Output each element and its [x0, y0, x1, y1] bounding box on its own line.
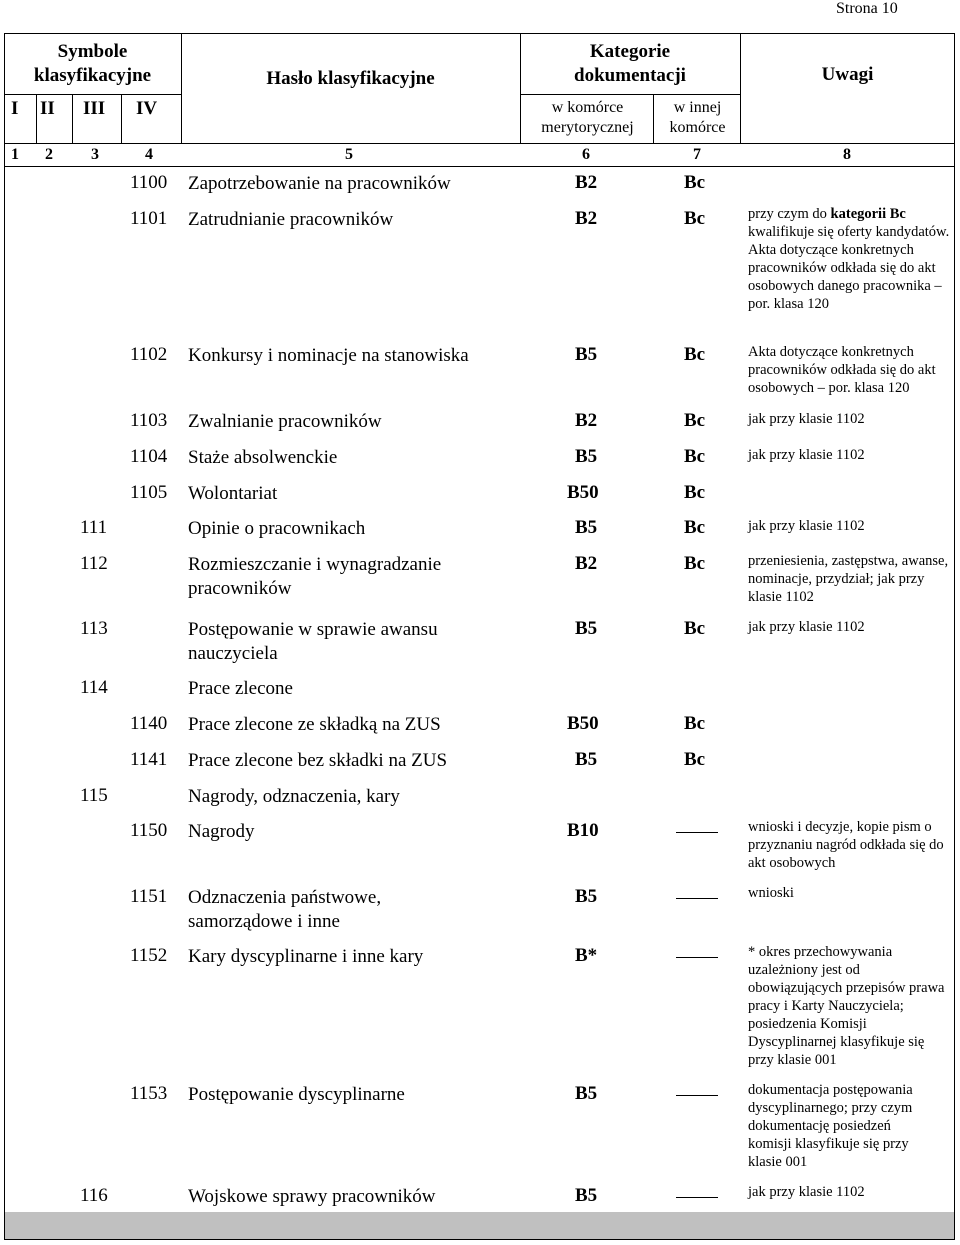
row-code: 1104: [130, 446, 168, 467]
row-cat-merit: B5: [575, 749, 598, 770]
row-code: 1151: [130, 886, 168, 907]
row-cat-merit: B2: [575, 553, 598, 574]
row-cat-other: Bc: [684, 618, 706, 639]
row-cat-merit: B5: [575, 1083, 598, 1104]
note-bold: kategorii Bc: [830, 206, 906, 222]
col-number-4: 4: [145, 146, 153, 163]
row-code: 1101: [130, 208, 168, 229]
row-title: Wolontariat: [188, 483, 278, 504]
row-title: Staże absolwenckie: [188, 447, 338, 468]
row-note: wnioski i decyzje, kopie pism o przyznaniu nagród odkłada się do akt osobowych: [748, 819, 944, 871]
roman-iv: IV: [136, 98, 158, 119]
note-text: przy czym do: [748, 206, 831, 222]
table-footer-bar: [5, 1212, 954, 1239]
row-cat-other: Bc: [684, 172, 706, 193]
row-note: jak przy klasie 1102: [748, 447, 865, 463]
row-cat-merit: B5: [575, 886, 598, 907]
col-divider: [653, 94, 654, 143]
row-cat-other: Bc: [684, 749, 706, 770]
row-title: Rozmieszczanie i wynagradzanie pracowników: [188, 554, 442, 599]
row-cat-other: Bc: [684, 713, 706, 734]
col-number-8: 8: [843, 146, 851, 163]
row-note: dokumentacja postępowania dyscyplinarnego; przy czym dokumentację posiedzeń komisji klasyfikuje się przy klasie 001: [748, 1082, 913, 1170]
colnum-bottom-line: [4, 166, 955, 167]
row-cat-other: Bc: [684, 344, 706, 365]
row-code: 1153: [130, 1083, 168, 1104]
row-cat-merit: B5: [575, 517, 598, 538]
note-text: kwalifikuje się oferty kandydatów. Akta dotyczące konkretnych pracowników odkłada się do akt osobowych danego pracownika – por. klasa 120: [748, 224, 950, 312]
row-title: Postępowanie w sprawie awansu nauczyciela: [188, 619, 438, 664]
row-code: 1141: [130, 749, 168, 770]
row-title: Opinie o pracownikach: [188, 518, 366, 539]
row-title: Zwalnianie pracowników: [188, 411, 382, 432]
header-cat-other: w innej komórce: [669, 99, 726, 136]
row-code: 1103: [130, 410, 168, 431]
row-cat-merit: B5: [575, 446, 598, 467]
page-number: Strona 10: [836, 0, 898, 17]
no-category-dash: [676, 898, 718, 899]
row-cat-merit: B10: [567, 820, 599, 841]
header-bottom-line: [4, 143, 955, 144]
row-code: 114: [80, 677, 108, 698]
row-title: Postępowanie dyscyplinarne: [188, 1084, 405, 1105]
row-title: Kary dyscyplinarne i inne kary: [188, 946, 424, 967]
row-divider: [4, 94, 181, 95]
col-number-7: 7: [693, 146, 701, 163]
row-title: Konkursy i nominacje na stanowiska: [188, 345, 469, 366]
col-divider: [520, 33, 521, 143]
row-cat-other: Bc: [684, 208, 706, 229]
row-note: jak przy klasie 1102: [748, 1184, 865, 1200]
col-divider: [72, 94, 73, 143]
header-title: Hasło klasyfikacyjne: [266, 68, 435, 89]
row-title: Zapotrzebowanie na pracowników: [188, 173, 451, 194]
row-note: jak przy klasie 1102: [748, 619, 865, 635]
col-number-3: 3: [91, 146, 99, 163]
no-category-dash: [676, 832, 718, 833]
row-title: Prace zlecone ze składką na ZUS: [188, 714, 441, 735]
row-note: * okres przechowywania uzależniony jest od obowiązujących przepisów prawa pracy i Karty Nauczyciela; posiedzenia Komisji Dyscyplinarnej klasyfikuje się przy klasie 001: [748, 944, 945, 1068]
row-note: wnioski: [748, 885, 794, 901]
row-code: 1150: [130, 820, 168, 841]
row-note: jak przy klasie 1102: [748, 411, 865, 427]
col-number-2: 2: [45, 146, 53, 163]
row-title: Prace zlecone bez składki na ZUS: [188, 750, 448, 771]
row-divider: [520, 94, 740, 95]
row-title: Wojskowe sprawy pracowników: [188, 1186, 436, 1207]
header-remarks: Uwagi: [821, 64, 874, 85]
row-title: Nagrody, odznaczenia, kary: [188, 786, 400, 807]
row-title: Nagrody: [188, 821, 255, 842]
row-note: [748, 205, 953, 313]
row-code: 1140: [130, 713, 168, 734]
row-code: 112: [80, 553, 108, 574]
row-cat-merit: B2: [575, 172, 598, 193]
row-cat-other: Bc: [684, 410, 706, 431]
row-code: 116: [80, 1185, 108, 1206]
row-cat-other: Bc: [684, 482, 706, 503]
row-cat-other: Bc: [684, 553, 706, 574]
no-category-dash: [676, 957, 718, 958]
row-note: jak przy klasie 1102: [748, 518, 865, 534]
row-cat-merit: B50: [567, 713, 599, 734]
no-category-dash: [676, 1197, 718, 1198]
row-cat-merit: B5: [575, 1185, 598, 1206]
row-cat-merit: B5: [575, 344, 598, 365]
header-symbols: Symbole klasyfikacyjne: [33, 41, 152, 86]
roman-i: I: [11, 98, 19, 119]
row-note: przeniesienia, zastępstwa, awanse, nominacje, przydział; jak przy klasie 1102: [748, 553, 949, 605]
row-title: Prace zlecone: [188, 678, 293, 699]
col-divider: [740, 33, 741, 143]
row-code: 1105: [130, 482, 168, 503]
row-code: 1102: [130, 344, 168, 365]
row-cat-merit: B2: [575, 410, 598, 431]
row-cat-merit: B5: [575, 618, 598, 639]
roman-iii: III: [83, 98, 106, 119]
row-code: 111: [80, 517, 108, 538]
col-number-5: 5: [345, 146, 353, 163]
row-code: 113: [80, 618, 108, 639]
col-divider: [36, 94, 37, 143]
row-cat-merit: B2: [575, 208, 598, 229]
col-number-1: 1: [11, 146, 19, 163]
row-title: Odznaczenia państwowe, samorządowe i inne: [188, 887, 382, 932]
col-number-6: 6: [582, 146, 590, 163]
row-cat-merit: B*: [575, 945, 598, 966]
no-category-dash: [676, 1095, 718, 1096]
row-title: Zatrudnianie pracowników: [188, 209, 394, 230]
row-note: Akta dotyczące konkretnych pracowników odkłada się do akt osobowych – por. klasa 120: [748, 344, 936, 396]
row-code: 115: [80, 785, 108, 806]
header-categories: Kategorie dokumentacji: [574, 41, 686, 86]
roman-ii: II: [40, 98, 55, 119]
row-cat-other: Bc: [684, 517, 706, 538]
header-cat-merit: w komórce merytorycznej: [541, 99, 634, 136]
row-cat-merit: B50: [567, 482, 599, 503]
row-code: 1100: [130, 172, 168, 193]
col-divider: [121, 94, 122, 143]
row-cat-other: Bc: [684, 446, 706, 467]
row-code: 1152: [130, 945, 168, 966]
